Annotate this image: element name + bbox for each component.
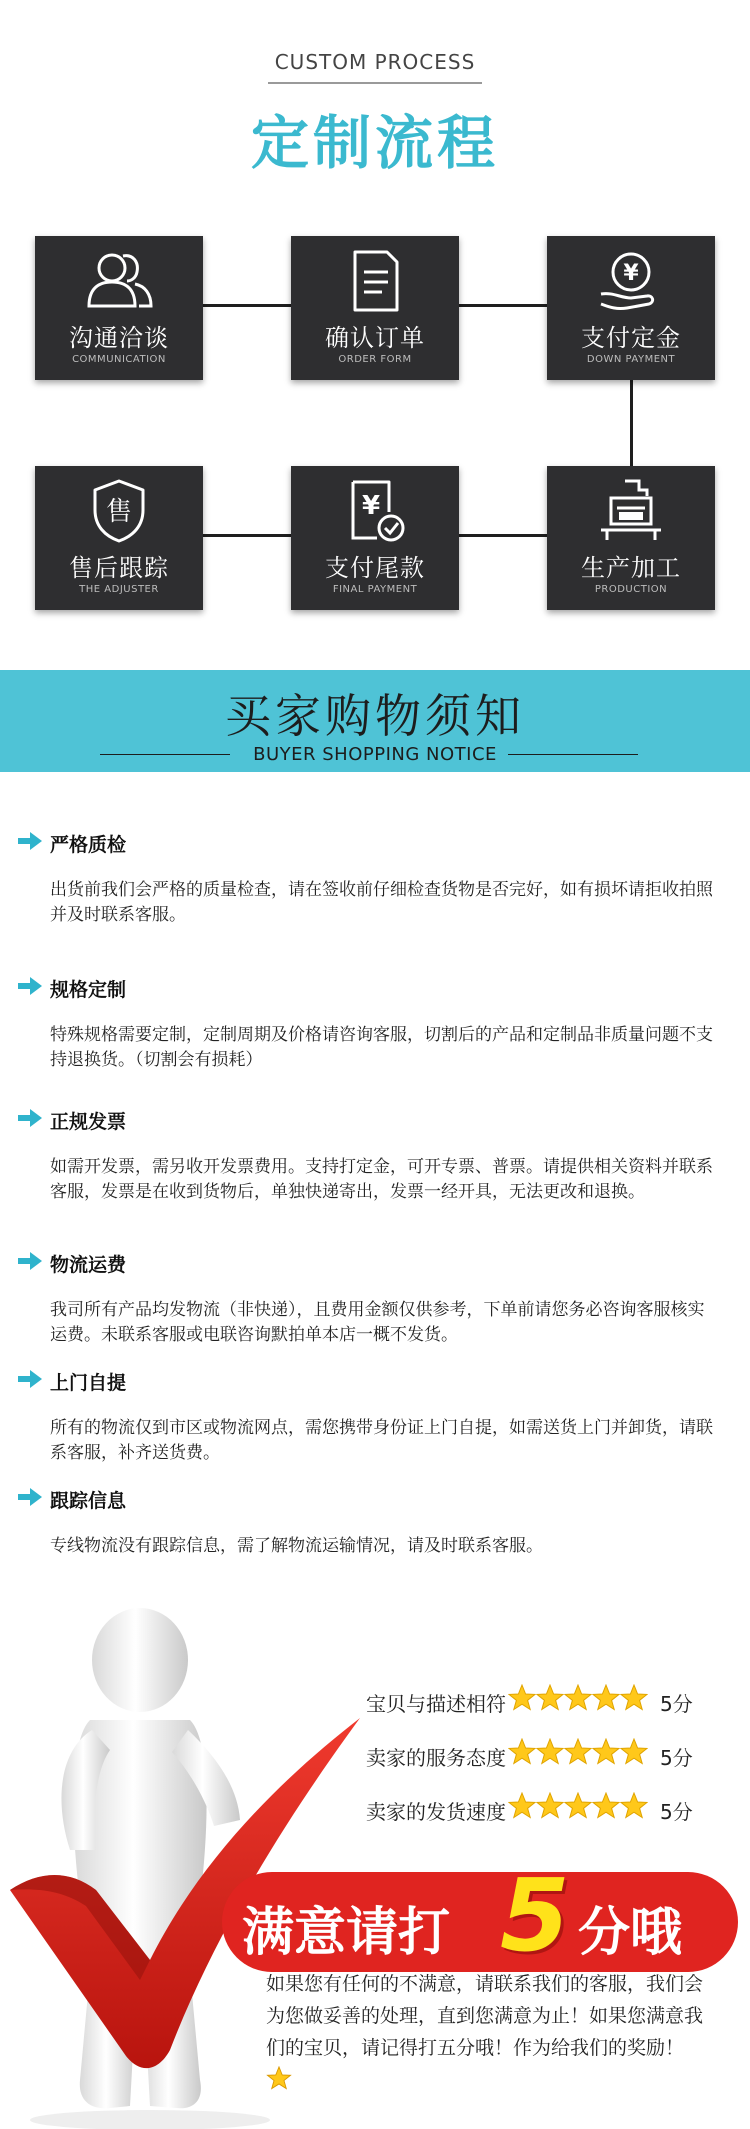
rating-label: 卖家的服务态度 bbox=[366, 1746, 506, 1770]
star-icon bbox=[537, 1793, 563, 1818]
notice-body: 特殊规格需要定制，定制周期及价格请咨询客服，切割后的产品和定制品非质量问题不支持退换货。（切割会有损耗） bbox=[50, 1025, 713, 1070]
people-icon bbox=[79, 248, 159, 312]
shopping-notice-banner bbox=[0, 670, 750, 772]
five-star-rating bbox=[508, 1738, 648, 1768]
star-icon bbox=[565, 1793, 591, 1818]
banner-title-cn: 买家购物须知 bbox=[225, 689, 525, 743]
step-order-form bbox=[291, 236, 459, 380]
yen-coin-hand-icon bbox=[591, 248, 671, 314]
step-label-en: DOWN PAYMENT bbox=[586, 354, 676, 365]
shield-icon bbox=[79, 478, 159, 544]
star-icon bbox=[509, 1685, 535, 1710]
star-icon bbox=[565, 1685, 591, 1710]
rating-label: 宝贝与描述相符 bbox=[366, 1692, 506, 1716]
message-text: 如果您有任何的不满意，请联系我们的客服，我们会为您做妥善的处理，直到您满意为止！如果您满意我们的宝贝，请记得打五分哦！作为给我们的奖励！ bbox=[266, 1973, 704, 2059]
title-underline bbox=[268, 82, 482, 84]
step-label-cn: 沟通洽谈 bbox=[69, 324, 169, 352]
banner-line-right bbox=[508, 754, 638, 755]
star-icon bbox=[621, 1685, 647, 1710]
connector bbox=[203, 534, 291, 537]
rating-section bbox=[0, 1600, 750, 2129]
svg-text:¥: ¥ bbox=[361, 491, 381, 521]
step-production bbox=[547, 466, 715, 610]
star-icon bbox=[509, 1793, 535, 1818]
shield-char: 售 bbox=[105, 497, 133, 527]
step-label-en: FINAL PAYMENT bbox=[332, 584, 418, 595]
step-label-en: PRODUCTION bbox=[594, 584, 668, 595]
step-adjuster bbox=[35, 466, 203, 610]
step-label-cn: 生产加工 bbox=[581, 554, 681, 582]
rating-score: 5分 bbox=[660, 1746, 693, 1770]
connector bbox=[459, 304, 547, 307]
notice-body: 出货前我们会严格的质量检查，请在签收前仔细检查货物是否完好，如有损坏请拒收拍照并及时联系客服。 bbox=[50, 880, 713, 925]
notice-body: 我司所有产品均发物流（非快递），且费用金额仅供参考，下单前请您务必咨询客服核实运费。未联系客服或电联咨询默拍单本店一概不发货。 bbox=[50, 1300, 705, 1345]
custom-process-section bbox=[0, 0, 750, 660]
five-star-rating bbox=[508, 1792, 648, 1822]
step-label-en: THE ADJUSTER bbox=[79, 584, 159, 595]
step-label-cn: 确认订单 bbox=[325, 324, 425, 352]
arrow-right-icon bbox=[18, 832, 42, 850]
process-title-cn: 定制流程 bbox=[250, 109, 499, 177]
star-icon bbox=[537, 1739, 563, 1764]
notice-title: 规格定制 bbox=[50, 979, 127, 1001]
notice-body: 如需开发票，需另收开发票费用。支持打定金，可开专票、普票。请提供相关资料并联系客服，发票是在收到货物后，单独快递寄出，发票一经开具，无法更改和退换。 bbox=[50, 1157, 713, 1202]
step-communication bbox=[35, 236, 203, 380]
notice-title: 严格质检 bbox=[50, 834, 127, 856]
five-star-rating bbox=[508, 1684, 648, 1714]
star-icon bbox=[621, 1739, 647, 1764]
connector bbox=[203, 304, 291, 307]
step-label-en: COMMUNICATION bbox=[72, 354, 166, 365]
notice-title: 正规发票 bbox=[50, 1111, 127, 1133]
star-icon bbox=[593, 1685, 619, 1710]
thank-you-message bbox=[266, 1968, 706, 2096]
step-label-cn: 支付尾款 bbox=[325, 554, 425, 582]
star-icon bbox=[621, 1793, 647, 1818]
notice-title: 上门自提 bbox=[50, 1372, 127, 1394]
notice-title: 跟踪信息 bbox=[50, 1490, 127, 1512]
cta-text-left: 满意请打 bbox=[242, 1903, 451, 1963]
star-icon bbox=[593, 1739, 619, 1764]
document-icon bbox=[335, 248, 415, 314]
star-icon bbox=[509, 1739, 535, 1764]
notice-body: 专线物流没有跟踪信息，需了解物流运输情况，请及时联系客服。 bbox=[50, 1536, 543, 1556]
yen-check-icon bbox=[335, 478, 415, 544]
machine-icon bbox=[591, 478, 671, 544]
arrow-right-icon bbox=[18, 1109, 42, 1127]
star-icon bbox=[266, 2066, 292, 2090]
connector bbox=[630, 380, 633, 466]
arrow-right-icon bbox=[18, 1370, 42, 1388]
step-label-en: ORDER FORM bbox=[338, 354, 412, 365]
arrow-right-icon bbox=[18, 977, 42, 995]
step-label-cn: 支付定金 bbox=[581, 324, 681, 352]
banner-title-en: BUYER SHOPPING NOTICE bbox=[253, 744, 497, 765]
notice-title: 物流运费 bbox=[50, 1254, 127, 1276]
star-icon bbox=[565, 1739, 591, 1764]
arrow-right-icon bbox=[18, 1252, 42, 1270]
step-final-payment bbox=[291, 466, 459, 610]
connector bbox=[459, 534, 547, 537]
rate-five-banner bbox=[222, 1857, 738, 1974]
notice-body: 所有的物流仅到市区或物流网点，需您携带身份证上门自提，如需送货上门并卸货，请联系客服，补齐送货费。 bbox=[50, 1418, 713, 1463]
step-label-cn: 售后跟踪 bbox=[69, 554, 169, 582]
star-icon bbox=[537, 1685, 563, 1710]
rating-score: 5分 bbox=[660, 1692, 693, 1716]
rating-label: 卖家的发货速度 bbox=[366, 1800, 506, 1824]
arrow-right-icon bbox=[18, 1488, 42, 1506]
svg-text:¥: ¥ bbox=[623, 261, 639, 286]
cta-text-right: 分哦 bbox=[578, 1903, 683, 1963]
rating-score: 5分 bbox=[660, 1800, 693, 1824]
process-title-en: CUSTOM PROCESS bbox=[274, 50, 476, 74]
cta-number: 5 bbox=[500, 1857, 570, 1974]
star-icon bbox=[593, 1793, 619, 1818]
step-down-payment bbox=[547, 236, 715, 380]
